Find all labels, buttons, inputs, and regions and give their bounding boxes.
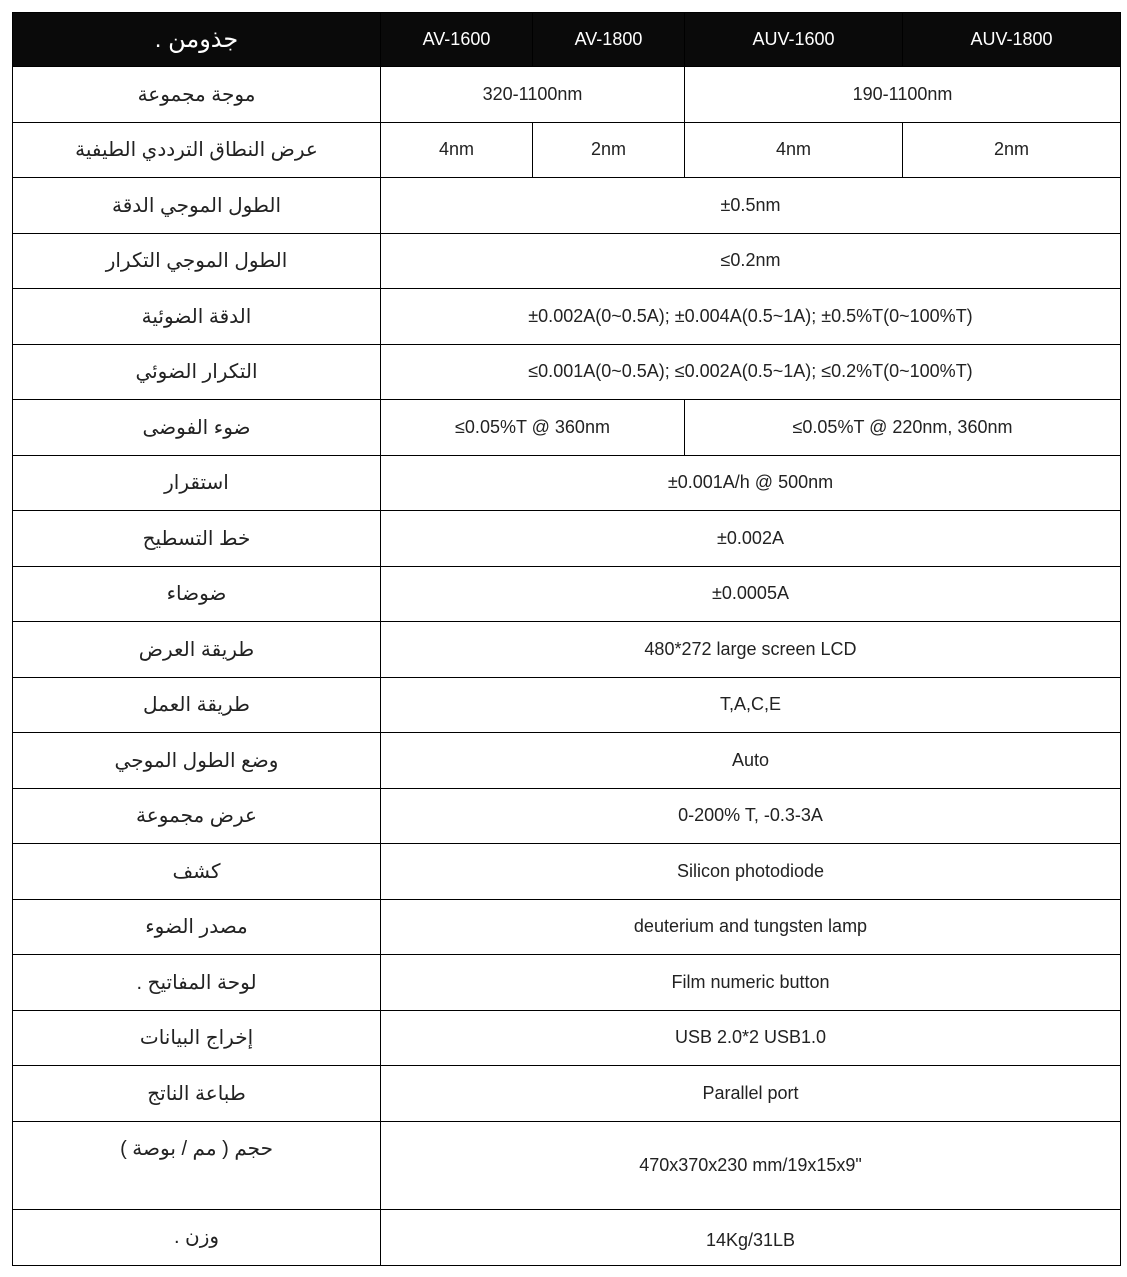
row-label-wavelength-mode: وضع الطول الموجي (13, 733, 381, 789)
row-label-noise: ضوضاء (13, 566, 381, 622)
table-row (13, 67, 1121, 123)
row-label-data-output: إخراج البيانات (13, 1010, 381, 1066)
value-wavelength-accuracy: ±0.5nm (381, 178, 1121, 234)
value-stray-light-auv: ≤0.05%T @ 220nm, 360nm (685, 400, 1121, 456)
table-row (13, 122, 1121, 178)
row-label-weight: وزن . (13, 1209, 381, 1265)
row-label-printer-output: طباعة الناتج (13, 1066, 381, 1122)
table-header-row (13, 13, 1121, 67)
row-label-display-range: عرض مجموعة (13, 788, 381, 844)
row-label-stability: استقرار (13, 455, 381, 511)
value-display: 480*272 large screen LCD (381, 622, 1121, 678)
table-row (13, 1066, 1121, 1122)
value-keypad: Film numeric button (381, 955, 1121, 1011)
table-row (13, 455, 1121, 511)
value-wavelength-repeatability: ≤0.2nm (381, 233, 1121, 289)
table-row (13, 955, 1121, 1011)
table-row (13, 289, 1121, 345)
table-row (13, 622, 1121, 678)
value-light-source: deuterium and tungsten lamp (381, 899, 1121, 955)
table-row (13, 344, 1121, 400)
model-header-av-1600: AV-1600 (381, 13, 533, 67)
row-label-light-source: مصدر الضوء (13, 899, 381, 955)
spec-table (12, 12, 1121, 1266)
value-data-output: USB 2.0*2 USB1.0 (381, 1010, 1121, 1066)
model-header-label: جذومن . (13, 13, 381, 67)
value-size: 470x370x230 mm/19x15x9" (381, 1121, 1121, 1209)
value-weight: 14Kg/31LB (381, 1209, 1121, 1265)
row-label-size: حجم ( مم / بوصة ) (13, 1121, 381, 1209)
value-noise: ±0.0005A (381, 566, 1121, 622)
table-row (13, 788, 1121, 844)
value-stability: ±0.001A/h @ 500nm (381, 455, 1121, 511)
row-label-wavelength-range: موجة مجموعة (13, 67, 381, 123)
table-row (13, 511, 1121, 567)
table-row (13, 1209, 1121, 1265)
value-baseline-flatness: ±0.002A (381, 511, 1121, 567)
value-operation-mode: T,A,C,E (381, 677, 1121, 733)
row-label-operation-mode: طريقة العمل (13, 677, 381, 733)
model-header-auv-1800: AUV-1800 (903, 13, 1121, 67)
row-label-photometric-repeatability: التكرار الضوئي (13, 344, 381, 400)
row-label-stray-light: ضوء الفوضى (13, 400, 381, 456)
table-row (13, 566, 1121, 622)
row-label-bandwidth: عرض النطاق الترددي الطيفية (13, 122, 381, 178)
table-row (13, 677, 1121, 733)
row-label-wavelength-accuracy: الطول الموجي الدقة (13, 178, 381, 234)
value-photometric-accuracy: ±0.002A(0~0.5A); ±0.004A(0.5~1A); ±0.5%T(0~100%T) (381, 289, 1121, 345)
table-row (13, 233, 1121, 289)
value-wavelength-range-auv: 190-1100nm (685, 67, 1121, 123)
row-label-display: طريقة العرض (13, 622, 381, 678)
table-row (13, 1121, 1121, 1209)
value-photometric-repeatability: ≤0.001A(0~0.5A); ≤0.002A(0.5~1A); ≤0.2%T(0~100%T) (381, 344, 1121, 400)
table-row (13, 400, 1121, 456)
row-label-baseline-flatness: خط التسطيح (13, 511, 381, 567)
row-label-detector: كشف (13, 844, 381, 900)
table-row (13, 733, 1121, 789)
row-label-photometric-accuracy: الدقة الضوئية (13, 289, 381, 345)
row-label-wavelength-repeatability: الطول الموجي التكرار (13, 233, 381, 289)
value-bandwidth-auv-1600: 4nm (685, 122, 903, 178)
value-wavelength-range-av: 320-1100nm (381, 67, 685, 123)
value-display-range: 0-200% T, -0.3-3A (381, 788, 1121, 844)
value-bandwidth-av-1600: 4nm (381, 122, 533, 178)
value-bandwidth-auv-1800: 2nm (903, 122, 1121, 178)
row-label-keypad: لوحة المفاتيح . (13, 955, 381, 1011)
model-header-av-1800: AV-1800 (533, 13, 685, 67)
value-wavelength-mode: Auto (381, 733, 1121, 789)
table-row (13, 178, 1121, 234)
model-header-auv-1600: AUV-1600 (685, 13, 903, 67)
table-row (13, 899, 1121, 955)
value-bandwidth-av-1800: 2nm (533, 122, 685, 178)
value-printer-output: Parallel port (381, 1066, 1121, 1122)
value-detector: Silicon photodiode (381, 844, 1121, 900)
table-row (13, 1010, 1121, 1066)
table-row (13, 844, 1121, 900)
value-stray-light-av: ≤0.05%T @ 360nm (381, 400, 685, 456)
